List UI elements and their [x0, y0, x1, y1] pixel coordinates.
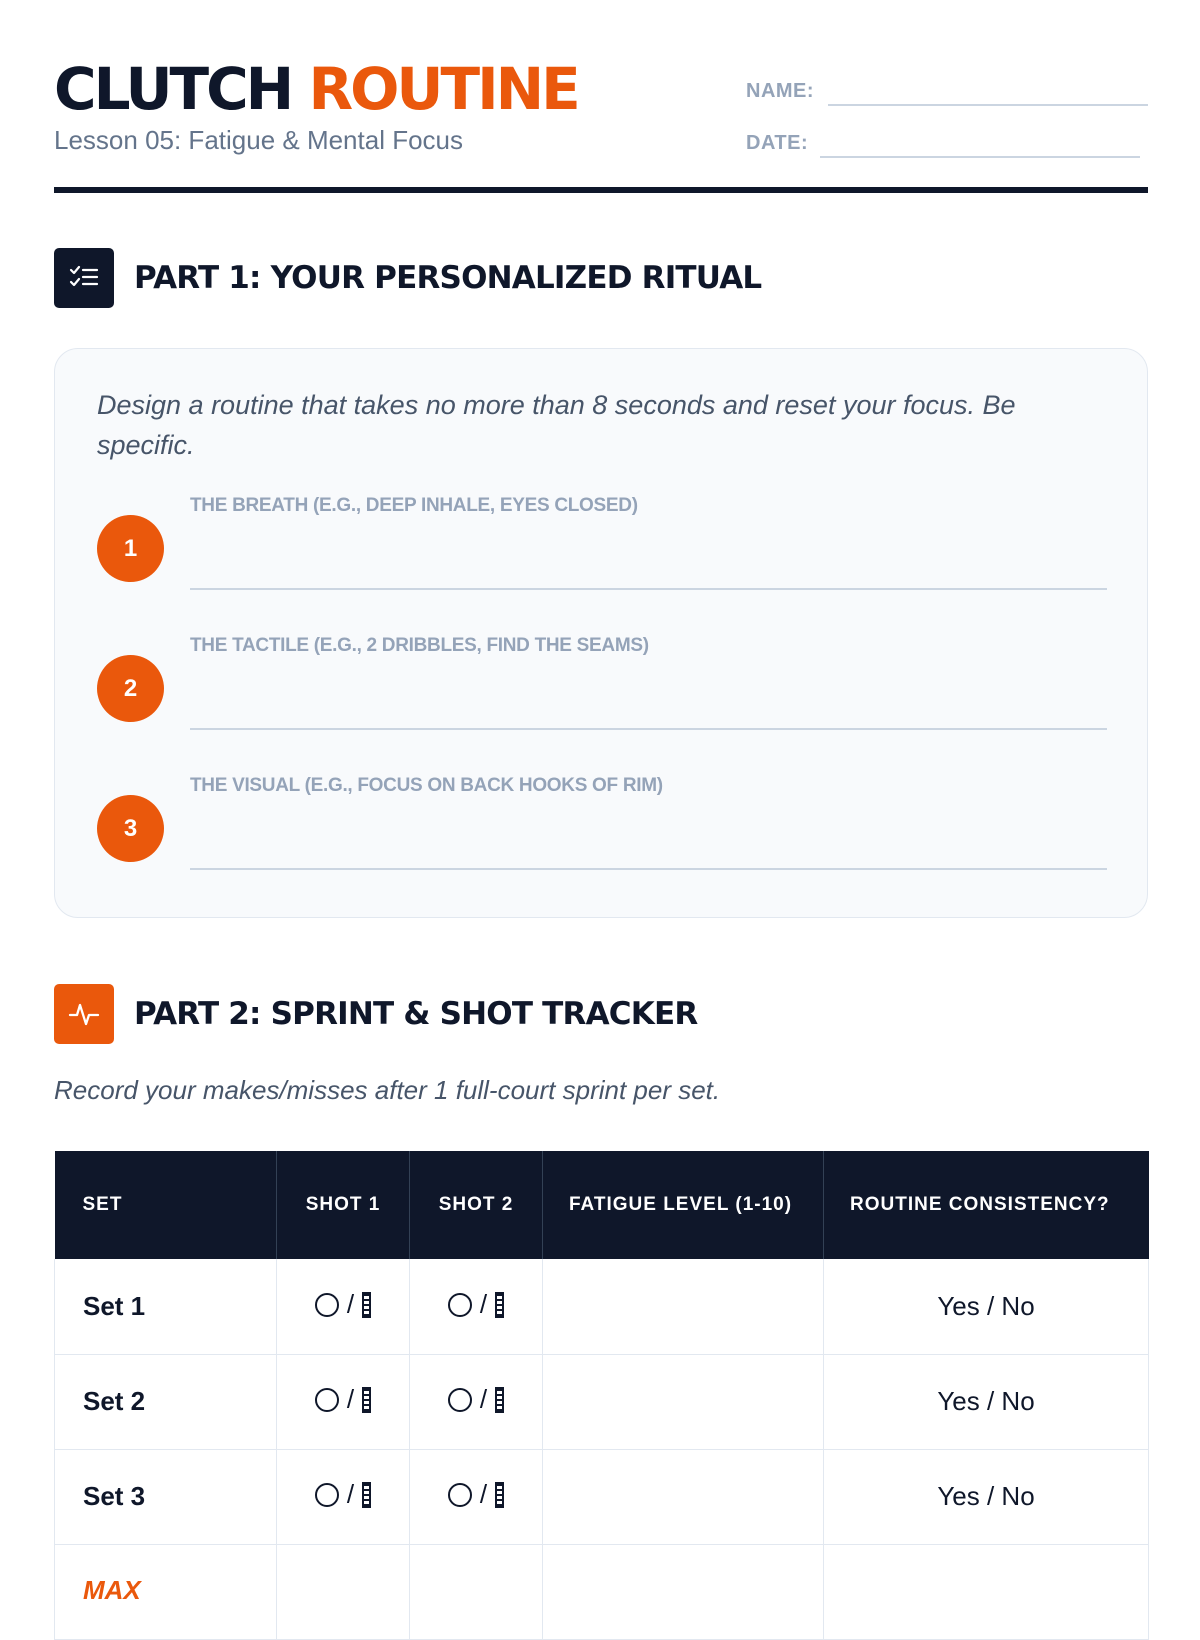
shot-separator: / — [479, 1479, 488, 1510]
ritual-step — [97, 495, 1107, 605]
activity-pulse-icon — [54, 984, 114, 1044]
ritual-step — [97, 635, 1107, 745]
part2-heading — [54, 984, 1148, 1044]
date-input-line[interactable] — [820, 156, 1140, 158]
checklist-icon — [54, 248, 114, 308]
make-circle-icon[interactable] — [448, 1293, 472, 1317]
worksheet-page — [54, 0, 1148, 1605]
step-answer-line[interactable] — [190, 588, 1107, 590]
shot-1-cell[interactable] — [277, 1354, 410, 1449]
tracker-instructions: Record your makes/misses after 1 full-court sprint per set. — [54, 1075, 721, 1105]
shot-separator: / — [479, 1384, 488, 1415]
step-number-badge: 1 — [97, 515, 164, 582]
make-circle-icon[interactable] — [315, 1483, 339, 1507]
make-circle-icon[interactable] — [448, 1388, 472, 1412]
miss-mark-icon[interactable] — [495, 1482, 504, 1508]
shot-2-cell[interactable] — [410, 1544, 543, 1639]
worksheet-title — [54, 56, 578, 122]
table-row — [55, 1354, 1149, 1449]
miss-mark-icon[interactable] — [495, 1292, 504, 1318]
set-label: Set 2 — [55, 1354, 277, 1449]
shot-separator: / — [346, 1384, 355, 1415]
ritual-step — [97, 775, 1107, 885]
column-header-shot-1: SHOT 1 — [277, 1151, 410, 1259]
step-hint: THE VISUAL (E.G., FOCUS ON BACK HOOKS OF RIM) — [190, 775, 663, 796]
worksheet-header — [54, 0, 1148, 194]
column-header-set: SET — [55, 1151, 277, 1259]
shot-1-cell[interactable] — [277, 1544, 410, 1639]
title-word-clutch: CLUTCH — [54, 55, 292, 123]
table-row — [55, 1259, 1149, 1354]
shot-separator: / — [346, 1289, 355, 1319]
part1-heading — [54, 248, 1148, 308]
part2-title: PART 2: SPRINT & SHOT TRACKER — [134, 996, 698, 1032]
shot-tracker-table — [54, 1151, 1149, 1640]
make-circle-icon[interactable] — [315, 1388, 339, 1412]
shot-separator: / — [479, 1289, 488, 1319]
part1-title: PART 1: YOUR PERSONALIZED RITUAL — [134, 260, 762, 296]
step-number-badge: 3 — [97, 795, 164, 862]
name-label: NAME: — [746, 80, 815, 102]
set-label-max: MAX — [55, 1544, 277, 1639]
date-field[interactable] — [746, 122, 1148, 158]
title-word-routine: ROUTINE — [308, 55, 578, 123]
step-answer-line[interactable] — [190, 728, 1107, 730]
step-number-badge: 2 — [97, 655, 164, 722]
name-field[interactable] — [746, 70, 1148, 106]
ritual-instructions: Design a routine that takes no more than 8 seconds and reset your focus. Be specific. — [97, 390, 1016, 460]
shot-2-cell[interactable] — [410, 1449, 543, 1544]
shot-1-cell[interactable] — [277, 1449, 410, 1544]
table-row — [55, 1544, 1149, 1639]
set-label: Set 1 — [55, 1259, 277, 1354]
step-hint: THE BREATH (E.G., DEEP INHALE, EYES CLOSED) — [190, 495, 638, 516]
miss-mark-icon[interactable] — [362, 1387, 371, 1413]
column-header-fatigue: FATIGUE LEVEL (1-10) — [543, 1151, 824, 1259]
step-hint: THE TACTILE (E.G., 2 DRIBBLES, FIND THE SEAMS) — [190, 635, 649, 656]
miss-mark-icon[interactable] — [362, 1292, 371, 1318]
fatigue-cell[interactable] — [543, 1354, 824, 1449]
date-label: DATE: — [746, 132, 809, 154]
fatigue-cell[interactable] — [543, 1544, 824, 1639]
consistency-cell[interactable]: Yes / No — [824, 1449, 1149, 1544]
make-circle-icon[interactable] — [448, 1483, 472, 1507]
miss-mark-icon[interactable] — [495, 1387, 504, 1413]
fatigue-cell[interactable] — [543, 1259, 824, 1354]
consistency-cell[interactable]: Yes / No — [824, 1354, 1149, 1449]
column-header-shot-2: SHOT 2 — [410, 1151, 543, 1259]
set-label: Set 3 — [55, 1449, 277, 1544]
table-header-row — [55, 1151, 1149, 1259]
table-row — [55, 1449, 1149, 1544]
shot-separator: / — [346, 1479, 355, 1510]
header-divider — [54, 187, 1148, 193]
shot-2-cell[interactable] — [410, 1259, 543, 1354]
name-input-line[interactable] — [828, 104, 1148, 106]
shot-2-cell[interactable] — [410, 1354, 543, 1449]
consistency-cell[interactable]: Yes / No — [824, 1259, 1149, 1354]
consistency-cell[interactable] — [824, 1544, 1149, 1639]
step-answer-line[interactable] — [190, 868, 1107, 870]
ritual-card — [54, 348, 1148, 918]
column-header-consistency: ROUTINE CONSISTENCY? — [824, 1151, 1149, 1259]
miss-mark-icon[interactable] — [362, 1482, 371, 1508]
shot-1-cell[interactable] — [277, 1259, 410, 1354]
lesson-subtitle: Lesson 05: Fatigue & Mental Focus — [54, 125, 464, 155]
make-circle-icon[interactable] — [315, 1293, 339, 1317]
fatigue-cell[interactable] — [543, 1449, 824, 1544]
